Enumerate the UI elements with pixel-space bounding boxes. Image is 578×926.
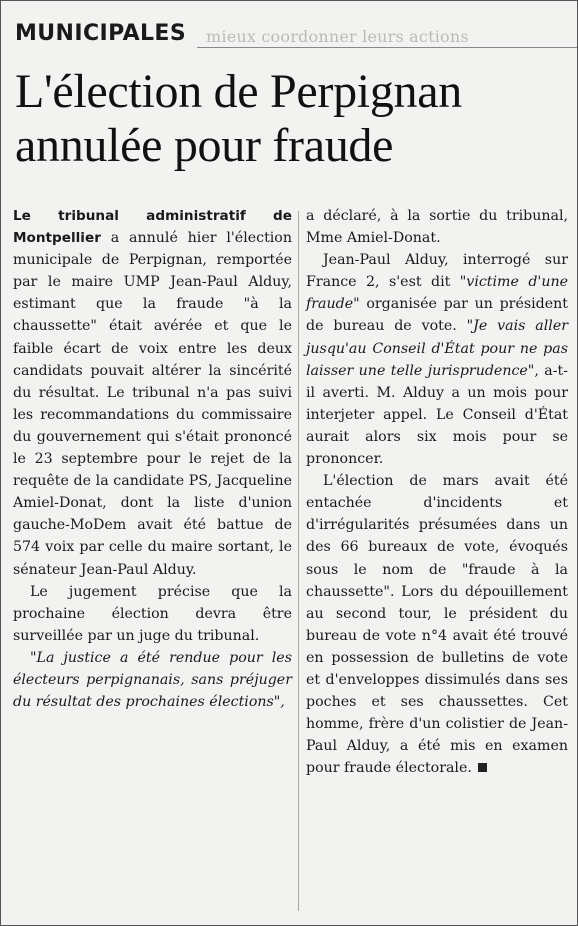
paragraph-1	[13, 205, 292, 581]
end-of-article-square-icon	[478, 763, 487, 772]
paragraph-continuation: a déclaré, à la sortie du tribunal, Mme Amiel-Donat.	[306, 208, 568, 247]
paragraph-2: Le jugement précise que la prochaine élection devra être surveillée par un juge du tribunal.	[13, 583, 292, 644]
bleed-through-text: mieux coordonner leurs actions	[206, 27, 469, 46]
article-column-right	[306, 205, 568, 779]
article-column-left	[13, 205, 292, 713]
quote-conseil-etat: "Je vais aller jusqu'au Conseil d'État pour ne pas laisser une telle jurisprudence"	[306, 318, 568, 379]
lead-in: Le tribunal administratif de Montpellier	[13, 208, 292, 247]
article-headline: L'élection de Perpignan annulée pour fraude	[15, 65, 462, 172]
paragraph-alduy: Jean-Paul Alduy, interrogé sur France 2, s'est dit "victime d'une fraude" organisée par un président de bureau de vote. "Je vais aller jusqu'au Conseil d'État pour ne pas laisser une telle jurisprudence", a-t-il averti. M. Alduy a un mois pour interjeter appel. Le Conseil d'État aurait alors six mois pour se prononcer.	[306, 252, 568, 468]
quote-amiel-donat: "La justice a été rendue pour les électeurs perpignanais, sans préjuger du résultat des prochaines élections",	[13, 649, 292, 711]
paragraph-election-mars: L'élection de mars avait été entachée d'incidents et d'irrégularités présumées dans un des 66 bureaux de vote, évoqués sous le nom de "fraude à la chaussette". Lors du dépouillement au second tour, le président du bureau de vote n°4 avait été trouvé en possession de bulletins de vote et d'enveloppes dissimulés dans ses poches et ses chaussettes. Cet homme, frère d'un colistier de Jean-Paul Alduy, a été mis en examen pour fraude électorale.	[306, 473, 568, 777]
quote-victime: "victime d'une fraude"	[306, 274, 568, 313]
paragraph-1-body: a annulé hier l'élection municipale de Perpignan, remportée par le maire UMP Jean-Paul Alduy, estimant que la fraude "à la chaussette" était avérée et que le faible écart de voix entre les deux candidats pouvait altérer la sincérité du résultat. Le tribunal n'a pas suivi les recommandations du commissaire du gouvernement qui s'était prononcé le 23 septembre pour le rejet de la requête de la candidate PS, Jacqueline Amiel-Donat, dont la liste d'union gauche-MoDem avait été battue de 574 voix par celle du maire sortant, le sénateur Jean-Paul Alduy.	[13, 230, 292, 578]
column-divider	[298, 211, 299, 911]
section-rubric: MUNICIPALES	[15, 21, 187, 46]
rubric-rule	[197, 47, 577, 48]
paragraph-3	[13, 647, 292, 713]
